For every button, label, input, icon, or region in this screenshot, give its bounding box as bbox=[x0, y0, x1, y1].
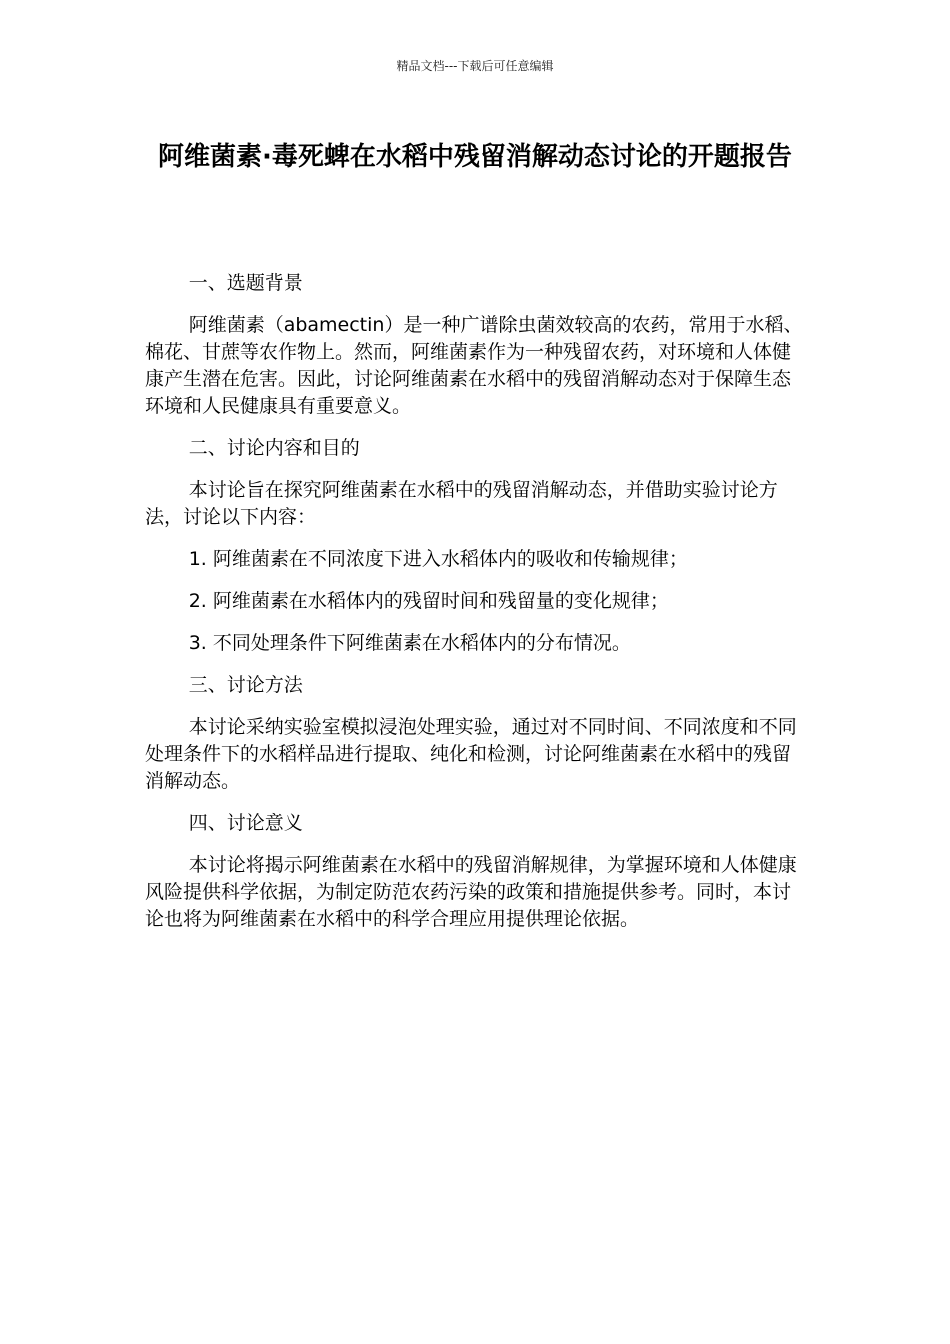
paragraph-significance: 本讨论将揭示阿维菌素在水稻中的残留消解规律，为掌握环境和人体健康风险提供科学依据，为制定防范农药污染的政策和措施提供参考。同时，本讨论也将为阿维菌素在水稻中的科学合理应用提供理论依据。 bbox=[145, 854, 797, 930]
paragraph-method: 本讨论采纳实验室模拟浸泡处理实验，通过对不同时间、不同浓度和不同处理条件下的水稻样品进行提取、纯化和检测，讨论阿维菌素在水稻中的残留消解动态。 bbox=[145, 716, 797, 792]
paragraph-content-purpose: 本讨论旨在探究阿维菌素在水稻中的残留消解动态，并借助实验讨论方法，讨论以下内容： bbox=[145, 479, 778, 528]
section-heading-method: 三、讨论方法 bbox=[188, 674, 303, 696]
list-item-1: 1. 阿维菌素在不同浓度下进入水稻体内的吸收和传输规律； bbox=[188, 548, 688, 570]
document-title: 阿维菌素·毒死蜱在水稻中残留消解动态讨论的开题报告 bbox=[158, 142, 792, 172]
list-item-2: 2. 阿维菌素在水稻体内的残留时间和残留量的变化规律； bbox=[188, 590, 669, 612]
section-heading-background: 一、选题背景 bbox=[188, 272, 303, 294]
header-note: 精品文档---下载后可任意编辑 bbox=[396, 59, 554, 73]
document-body bbox=[145, 270, 805, 948]
section-heading-significance: 四、讨论意义 bbox=[188, 812, 303, 834]
section-heading-content-purpose: 二、讨论内容和目的 bbox=[188, 437, 360, 459]
paragraph-background: 阿维菌素（abamectin）是一种广谱除虫菌效较高的农药，常用于水稻、棉花、甘蔗等农作物上。然而，阿维菌素作为一种残留农药，对环境和人体健康产生潜在危害。因此，讨论阿维菌素在水稻中的残留消解动态对于保障生态环境和人民健康具有重要意义。 bbox=[145, 314, 803, 417]
list-item-3: 3. 不同处理条件下阿维菌素在水稻体内的分布情况。 bbox=[188, 632, 631, 654]
